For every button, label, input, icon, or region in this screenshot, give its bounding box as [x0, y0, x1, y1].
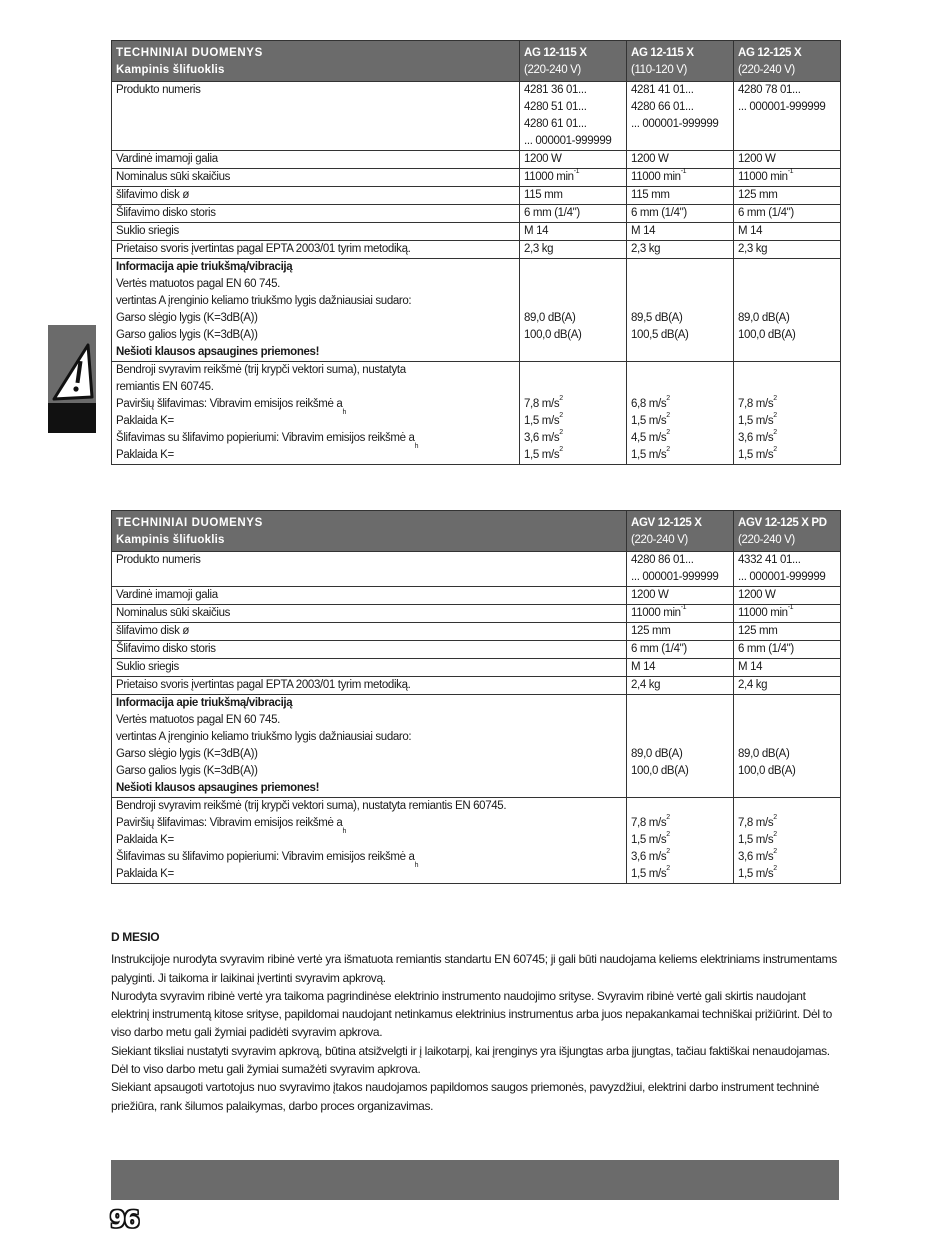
cell-value: 1200 W [627, 151, 734, 169]
vibration-values-cell [627, 362, 734, 465]
unit-exponent: 2 [773, 848, 777, 855]
cell-value [627, 605, 734, 623]
vibration-row [112, 798, 841, 884]
noise-heading: Informacija apie triukšmą/vibraciją [116, 261, 293, 273]
noise-label-cell [112, 259, 520, 362]
unit-exponent: 2 [559, 395, 563, 402]
vibration-values-cell [627, 798, 734, 884]
product-number: 4281 36 01... [524, 84, 587, 96]
vibration-value [524, 430, 622, 447]
unit-exponent: -1 [680, 168, 687, 175]
unit-exponent: -1 [573, 168, 580, 175]
cell-value: 115 mm [627, 187, 734, 205]
vibration-label-cell [112, 362, 520, 465]
notice-paragraph: Nurodyta svyravim ribinė vertė yra taikoma pagrindinėse elektrinio instrumento naudojimo srityse. Svyravim ribinė vertė gali skirtis naudojant elektrinį instrumentą kitose srityse, papildomai naudojant netinkamus elektrinius instrumentus arba juos nepakankamai techniškai prižiūrint. Dėl to viso darbo metu gali žymiai padidėti svyravim apkrova. [111, 988, 832, 1040]
vibration-label-cell [112, 798, 627, 884]
vibration-number: 1,5 m/s [738, 449, 774, 461]
row-label: Produkto numeris [112, 552, 627, 587]
unit-exponent: 2 [666, 848, 670, 855]
product-number-cell [520, 82, 627, 151]
vibration-number: 1,5 m/s [738, 415, 774, 427]
surface-grinding-label [116, 815, 622, 835]
table-header-row [112, 41, 841, 82]
cell-value: 2,3 kg [520, 241, 627, 259]
vibration-tolerance [738, 866, 836, 883]
speed-value: 11000 min [524, 171, 574, 183]
row-label: Prietaiso svoris įvertintas pagal EPTA 2003/01 tyrim metodiką. [112, 677, 627, 695]
model-name: AG 12-115 X [524, 47, 587, 59]
cell-value: 6 mm (1/4") [627, 205, 734, 223]
unit-exponent: 2 [773, 831, 777, 838]
tolerance-label: Paklaida K= [116, 868, 174, 880]
noise-label-cell [112, 695, 627, 798]
model-voltage: (220-240 V) [738, 534, 795, 546]
table-row [112, 187, 841, 205]
page-number: 96 [110, 1208, 139, 1233]
row-label: Šlifavimo disko storis [112, 205, 520, 223]
product-number: 4280 86 01... [631, 554, 694, 566]
model-header-cell [734, 41, 841, 82]
row-label: Vardinė imamoji galia [112, 587, 627, 605]
vibration-values-cell [520, 362, 627, 465]
cell-value: 6 mm (1/4") [520, 205, 627, 223]
surface-grinding-text: Paviršių šlifavimas: Vibravim emisijos reikšmė a [116, 817, 343, 829]
vibration-number: 6,8 m/s [631, 398, 667, 410]
cell-value: 125 mm [627, 623, 734, 641]
unit-exponent: 2 [666, 814, 670, 821]
table-row [112, 205, 841, 223]
tolerance-label: Paklaida K= [116, 415, 174, 427]
row-label: šlifavimo disk ø [112, 187, 520, 205]
vibration-number: 3,6 m/s [524, 432, 560, 444]
row-label: Suklio sriegis [112, 659, 627, 677]
cell-value: M 14 [734, 659, 841, 677]
vibration-value [631, 815, 729, 832]
vibration-tolerance [631, 866, 729, 883]
cell-value: 1200 W [734, 587, 841, 605]
noise-values-cell [520, 259, 627, 362]
cell-value: M 14 [627, 659, 734, 677]
vibration-tolerance [631, 832, 729, 849]
noise-values-cell [734, 259, 841, 362]
product-number-cell [734, 82, 841, 151]
vibration-number: 3,6 m/s [738, 432, 774, 444]
vibration-number: 3,6 m/s [738, 851, 774, 863]
sound-pressure-value: 89,0 dB(A) [524, 312, 576, 324]
vibration-value [524, 396, 622, 413]
table-row [112, 82, 841, 151]
vibration-number: 1,5 m/s [738, 868, 774, 880]
serial-range: ... 000001-999999 [738, 101, 826, 113]
noise-values-cell [627, 695, 734, 798]
cell-value: 2,4 kg [627, 677, 734, 695]
unit-exponent: 2 [666, 395, 670, 402]
cell-value: M 14 [520, 223, 627, 241]
table-row [112, 623, 841, 641]
cell-value: M 14 [627, 223, 734, 241]
noise-description: vertintas A įrenginio keliamo triukšmo lygis dažniausiai sudaro: [116, 731, 412, 743]
attention-notice [111, 928, 846, 1115]
sound-power-label: Garso galios lygis (K=3dB(A)) [116, 765, 258, 777]
row-label: Prietaiso svoris įvertintas pagal EPTA 2003/01 tyrim metodiką. [112, 241, 520, 259]
vibration-tolerance [738, 413, 836, 430]
cell-value: 6 mm (1/4") [734, 205, 841, 223]
product-number: 4280 66 01... [631, 101, 694, 113]
speed-value: 11000 min [738, 607, 788, 619]
unit-exponent: 2 [773, 814, 777, 821]
vibration-value [631, 849, 729, 866]
vibration-value [738, 396, 836, 413]
sound-power-value: 100,0 dB(A) [738, 329, 796, 341]
vibration-tolerance [524, 447, 622, 464]
cell-value [520, 169, 627, 187]
cell-value: 115 mm [520, 187, 627, 205]
noise-standard: Vertės matuotos pagal EN 60 745. [116, 714, 280, 726]
vibration-intro: Bendroji svyravim reikšmė (trij krypči vektori suma), nustatyta [116, 364, 406, 376]
cell-value: 1200 W [627, 587, 734, 605]
subscript-h: h [342, 409, 347, 416]
vibration-value [631, 396, 729, 413]
vibration-value [738, 430, 836, 447]
sanding-label [116, 849, 622, 869]
vibration-number: 7,8 m/s [631, 817, 667, 829]
model-header-cell [734, 511, 841, 552]
vibration-tolerance [631, 413, 729, 430]
noise-values-cell [734, 695, 841, 798]
vibration-tolerance [738, 447, 836, 464]
cell-value: 6 mm (1/4") [734, 641, 841, 659]
vibration-number: 1,5 m/s [524, 449, 560, 461]
product-number-cell [627, 552, 734, 587]
surface-grinding-label [116, 396, 515, 416]
tech-data-table-2 [111, 510, 841, 884]
unit-exponent: -1 [787, 604, 794, 611]
table-row [112, 552, 841, 587]
model-name: AG 12-125 X [738, 47, 802, 59]
cell-value [627, 169, 734, 187]
vibration-tolerance [738, 832, 836, 849]
serial-range: ... 000001-999999 [631, 571, 719, 583]
serial-range: ... 000001-999999 [631, 118, 719, 130]
sound-power-value: 100,0 dB(A) [524, 329, 582, 341]
table-row [112, 641, 841, 659]
sanding-text: Šlifavimas su šlifavimo popieriumi: Vibravim emisijos reikšmė a [116, 851, 415, 863]
product-number: 4280 51 01... [524, 101, 587, 113]
table-title: TECHNINIAI DUOMENYS [116, 47, 263, 59]
notice-heading: D MESIO [111, 930, 160, 944]
sound-pressure-label: Garso slėgio lygis (K=3dB(A)) [116, 312, 258, 324]
row-label: Nominalus sūki skaičius [112, 605, 627, 623]
subscript-h: h [342, 828, 347, 835]
tolerance-label: Paklaida K= [116, 449, 174, 461]
ear-protection-warning: Nešioti klausos apsaugines priemones! [116, 346, 320, 358]
vibration-number: 7,8 m/s [738, 398, 774, 410]
vibration-value [631, 430, 729, 447]
model-name: AG 12-115 X [631, 47, 694, 59]
table-row [112, 587, 841, 605]
table-row [112, 241, 841, 259]
noise-description: vertintas A įrenginio keliamo triukšmo lygis dažniausiai sudaro: [116, 295, 412, 307]
product-number: 4280 78 01... [738, 84, 801, 96]
cell-value: 2,4 kg [734, 677, 841, 695]
unit-exponent: 2 [773, 429, 777, 436]
serial-range: ... 000001-999999 [524, 135, 612, 147]
vibration-number: 1,5 m/s [631, 449, 667, 461]
tech-data-table-1 [111, 40, 841, 465]
sound-power-label: Garso galios lygis (K=3dB(A)) [116, 329, 258, 341]
unit-exponent: 2 [666, 446, 670, 453]
model-header-cell [627, 511, 734, 552]
noise-heading: Informacija apie triukšmą/vibraciją [116, 697, 293, 709]
sound-pressure-value: 89,0 dB(A) [738, 748, 790, 760]
table-row [112, 223, 841, 241]
subscript-h: h [414, 862, 419, 869]
subscript-h: h [414, 443, 419, 450]
product-number: 4280 61 01... [524, 118, 587, 130]
speed-value: 11000 min [631, 607, 681, 619]
row-label: Suklio sriegis [112, 223, 520, 241]
model-header-cell [627, 41, 734, 82]
table-row [112, 151, 841, 169]
cell-value: 1200 W [520, 151, 627, 169]
speed-value: 11000 min [738, 171, 788, 183]
product-number: 4281 41 01... [631, 84, 694, 96]
surface-grinding-text: Paviršių šlifavimas: Vibravim emisijos reikšmė a [116, 398, 343, 410]
serial-range: ... 000001-999999 [738, 571, 826, 583]
cell-value: 1200 W [734, 151, 841, 169]
model-voltage: (220-240 V) [524, 64, 581, 76]
vibration-number: 1,5 m/s [524, 415, 560, 427]
noise-row [112, 259, 841, 362]
vibration-tolerance [524, 413, 622, 430]
row-label: Šlifavimo disko storis [112, 641, 627, 659]
unit-exponent: 2 [559, 446, 563, 453]
model-voltage: (110-120 V) [631, 64, 688, 76]
cell-value: 125 mm [734, 187, 841, 205]
sound-power-value: 100,0 dB(A) [738, 765, 796, 777]
vibration-number: 3,6 m/s [631, 851, 667, 863]
ear-protection-warning: Nešioti klausos apsaugines priemones! [116, 782, 320, 794]
table-title: TECHNINIAI DUOMENYS [116, 517, 263, 529]
sound-pressure-value: 89,5 dB(A) [631, 312, 683, 324]
sound-pressure-value: 89,0 dB(A) [631, 748, 683, 760]
vibration-intro: Bendroji svyravim reikšmė (trij krypči vektori suma), nustatyta remiantis EN 60745. [116, 800, 507, 812]
sanding-label [116, 430, 515, 450]
model-header-cell [520, 41, 627, 82]
sound-pressure-label: Garso slėgio lygis (K=3dB(A)) [116, 748, 258, 760]
vibration-intro: remiantis EN 60745. [116, 381, 214, 393]
notice-paragraph: Siekiant tiksliai nustatyti svyravim apkrovą, būtina atsižvelgti ir į laikotarpį, kai įrenginys yra išjungtas arba įjungtas, tačiau faktiškai nenaudojamas. Dėl to viso darbo metu gali žymiai sumažėti svyravim apkrova. [111, 1043, 830, 1077]
footer-bar [111, 1160, 839, 1200]
unit-exponent: 2 [559, 412, 563, 419]
row-label: Nominalus sūki skaičius [112, 169, 520, 187]
table-row [112, 169, 841, 187]
sanding-text: Šlifavimas su šlifavimo popieriumi: Vibravim emisijos reikšmė a [116, 432, 415, 444]
cell-value: M 14 [734, 223, 841, 241]
cell-value [734, 169, 841, 187]
table-row [112, 659, 841, 677]
vibration-tolerance [631, 447, 729, 464]
unit-exponent: 2 [773, 395, 777, 402]
table-header-title-cell [112, 511, 627, 552]
vibration-number: 1,5 m/s [631, 868, 667, 880]
notice-paragraph: Siekiant apsaugoti vartotojus nuo svyravimo įtakos naudojamos papildomos saugos priemonės, pavyzdžiui, elektrini darbo instrument techninė priežiūra, rank šilumos palaikymas, darbo proces organizavimas. [111, 1080, 820, 1113]
notice-paragraph: Instrukcijoje nurodyta svyravim ribinė vertė yra išmatuota remiantis standartu EN 60745; ji gali būti naudojama keliems elektriniams instrumentams palyginti. Ji taikoma ir laikinai įvertinti svyravim apkrovą. [111, 952, 837, 985]
noise-row [112, 695, 841, 798]
model-voltage: (220-240 V) [631, 534, 688, 546]
vibration-number: 1,5 m/s [631, 834, 667, 846]
cell-value: 2,3 kg [734, 241, 841, 259]
unit-exponent: 2 [559, 429, 563, 436]
vibration-values-cell [734, 798, 841, 884]
speed-value: 11000 min [631, 171, 681, 183]
cell-value: 125 mm [734, 623, 841, 641]
table-row [112, 605, 841, 623]
vibration-number: 4,5 m/s [631, 432, 667, 444]
vibration-number: 7,8 m/s [738, 817, 774, 829]
warning-triangle-icon [48, 325, 96, 433]
vibration-value [738, 849, 836, 866]
unit-exponent: 2 [773, 446, 777, 453]
table-row [112, 677, 841, 695]
unit-exponent: 2 [666, 831, 670, 838]
vibration-number: 1,5 m/s [738, 834, 774, 846]
table-subtitle: Kampinis šlifuoklis [116, 534, 225, 546]
vibration-number: 7,8 m/s [524, 398, 560, 410]
unit-exponent: 2 [666, 429, 670, 436]
row-label: Vardinė imamoji galia [112, 151, 520, 169]
unit-exponent: -1 [787, 168, 794, 175]
row-label: Produkto numeris [112, 82, 520, 151]
cell-value [734, 605, 841, 623]
unit-exponent: 2 [666, 412, 670, 419]
vibration-value [738, 815, 836, 832]
unit-exponent: 2 [773, 412, 777, 419]
cell-value: 6 mm (1/4") [627, 641, 734, 659]
unit-exponent: -1 [680, 604, 687, 611]
tolerance-label: Paklaida K= [116, 834, 174, 846]
table-header-row [112, 511, 841, 552]
product-number-cell [734, 552, 841, 587]
model-voltage: (220-240 V) [738, 64, 795, 76]
product-number-cell [627, 82, 734, 151]
cell-value: 2,3 kg [627, 241, 734, 259]
sound-power-value: 100,5 dB(A) [631, 329, 689, 341]
vibration-number: 1,5 m/s [631, 415, 667, 427]
noise-standard: Vertės matuotos pagal EN 60 745. [116, 278, 280, 290]
noise-values-cell [627, 259, 734, 362]
table-subtitle: Kampinis šlifuoklis [116, 64, 225, 76]
model-name: AGV 12-125 X [631, 517, 702, 529]
row-label: šlifavimo disk ø [112, 623, 627, 641]
vibration-values-cell [734, 362, 841, 465]
table-header-title-cell [112, 41, 520, 82]
sound-pressure-value: 89,0 dB(A) [738, 312, 790, 324]
product-number: 4332 41 01... [738, 554, 801, 566]
sound-power-value: 100,0 dB(A) [631, 765, 689, 777]
unit-exponent: 2 [773, 865, 777, 872]
unit-exponent: 2 [666, 865, 670, 872]
vibration-row [112, 362, 841, 465]
model-name: AGV 12-125 X PD [738, 517, 827, 529]
